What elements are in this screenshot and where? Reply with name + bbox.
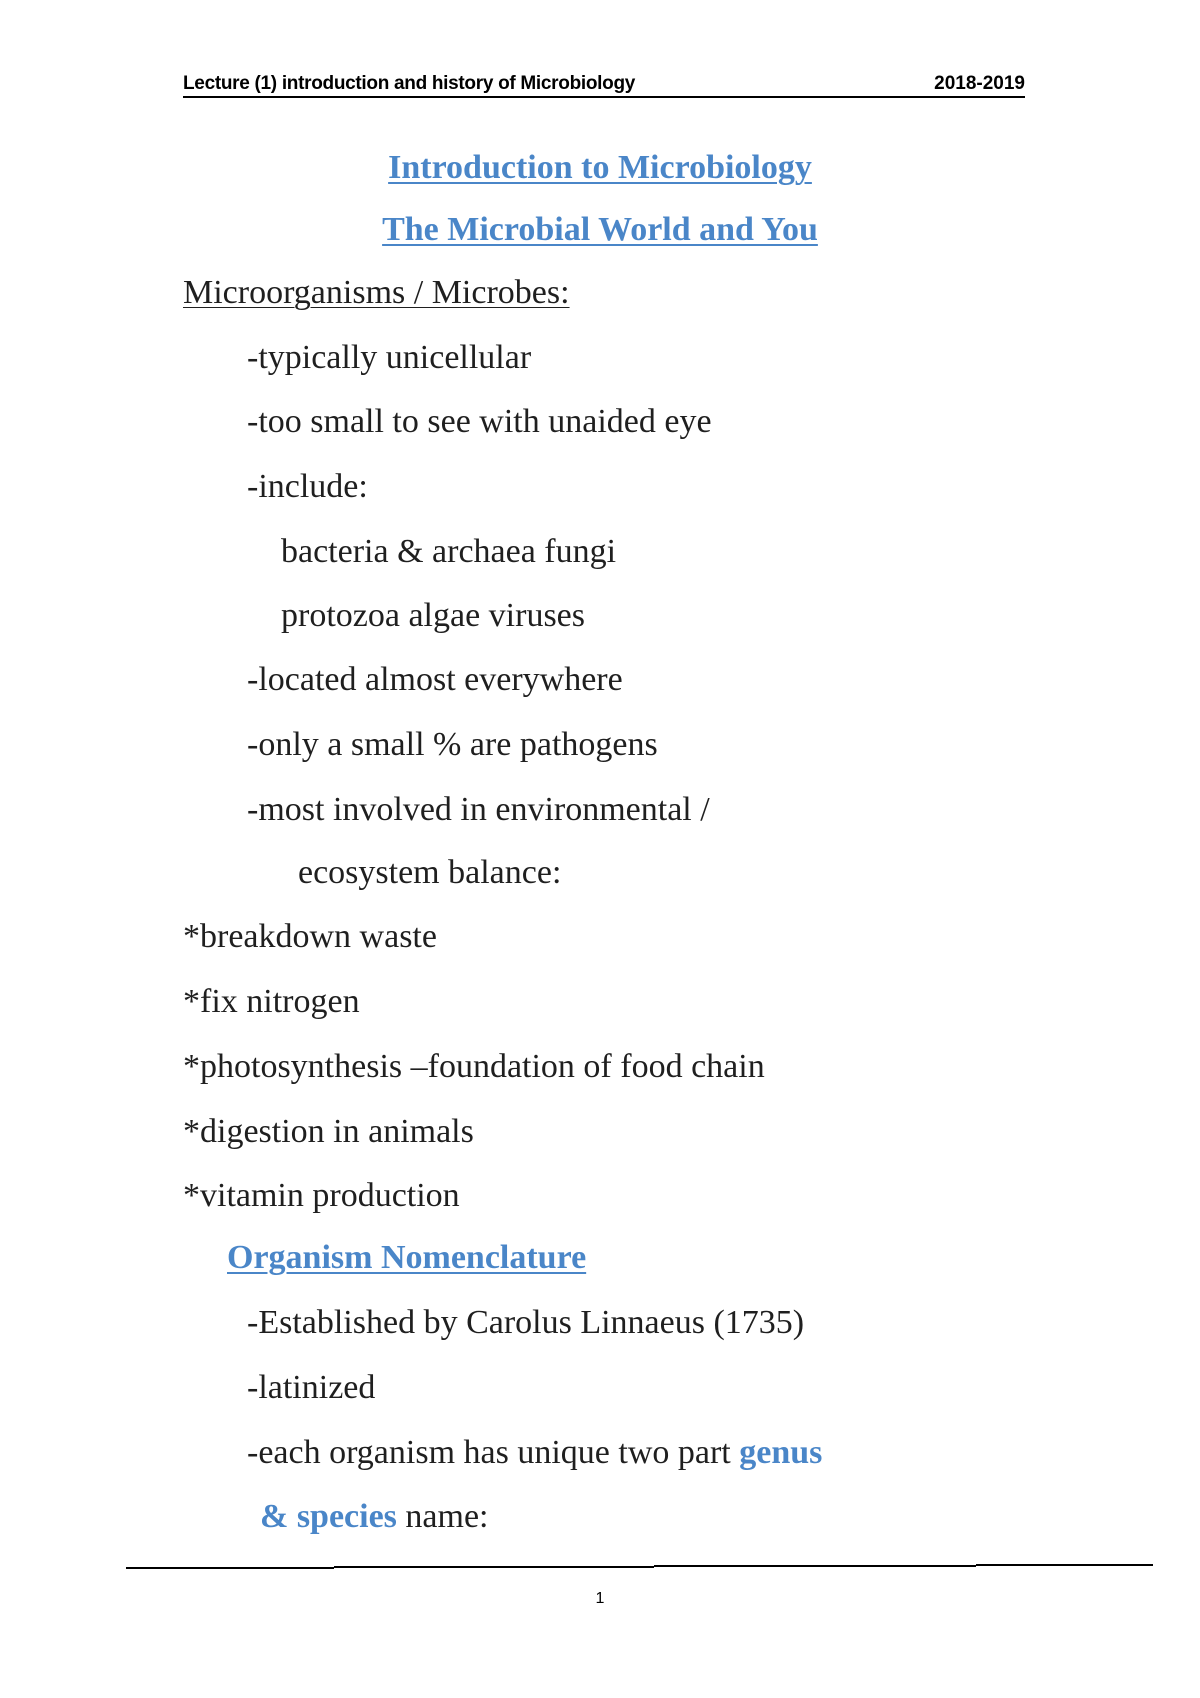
role-item: *breakdown waste [183, 918, 437, 955]
page-header [183, 70, 1025, 98]
naming-suffix: name: [405, 1498, 489, 1535]
list-item: -located almost everywhere [247, 661, 623, 698]
role-item: *vitamin production [183, 1177, 460, 1214]
list-item: ecosystem balance: [298, 854, 562, 891]
role-item: *fix nitrogen [183, 983, 360, 1020]
list-item: -Established by Carolus Linnaeus (1735) [247, 1304, 805, 1341]
list-item: -too small to see with unaided eye [247, 403, 712, 440]
list-item: -latinized [247, 1369, 376, 1406]
main-heading: Introduction to Microbiology [388, 149, 812, 186]
species-term: & species [260, 1498, 397, 1535]
naming-text: -each organism has unique two part [247, 1434, 731, 1471]
list-item: -typically unicellular [247, 339, 532, 376]
list-item: -most involved in environmental / [247, 791, 710, 828]
naming-line-continued [260, 1497, 489, 1537]
page-number: 1 [595, 1590, 605, 1607]
footer-divider [334, 1566, 654, 1568]
role-item: *digestion in animals [183, 1113, 474, 1150]
footer-divider [126, 1567, 334, 1569]
sub-heading: The Microbial World and You [382, 211, 818, 248]
list-item: -include: [247, 468, 368, 505]
academic-year: 2018-2019 [934, 73, 1025, 94]
nomenclature-heading: Organism Nomenclature [227, 1239, 587, 1276]
lecture-title: Lecture (1) introduction and history of Microbiology [183, 73, 636, 94]
genus-term: genus [739, 1434, 823, 1471]
role-item: *photosynthesis –foundation of food chain [183, 1048, 765, 1085]
footer-divider [654, 1565, 976, 1567]
list-item: -only a small % are pathogens [247, 726, 658, 763]
microbes-label: Microorganisms / Microbes: [183, 274, 570, 311]
footer-divider [976, 1564, 1153, 1566]
list-item: protozoa algae viruses [281, 597, 585, 634]
list-item: bacteria & archaea fungi [281, 533, 617, 570]
naming-line [247, 1433, 822, 1473]
